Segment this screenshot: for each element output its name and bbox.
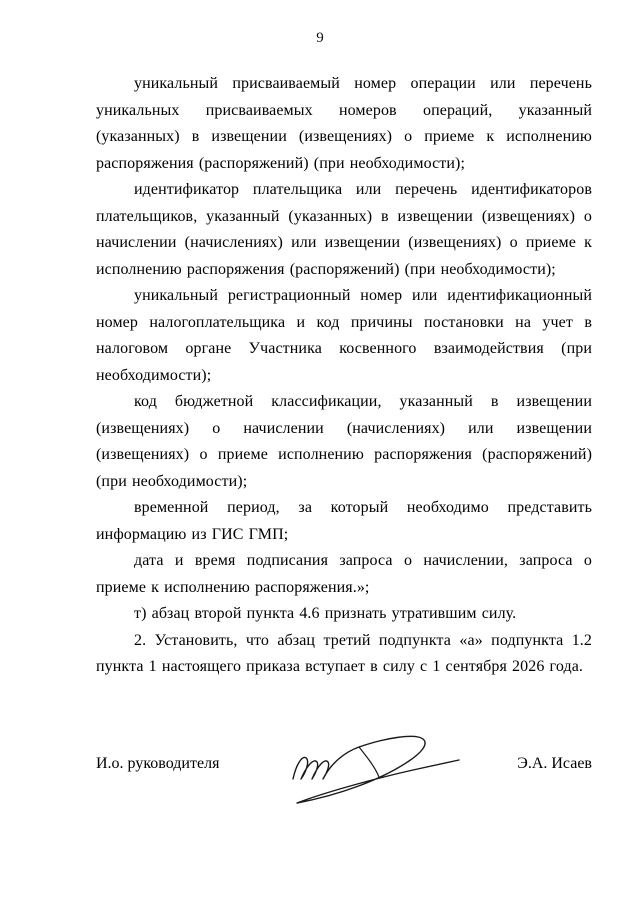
document-body <box>96 71 592 681</box>
body-paragraph: 2. Установить, что абзац третий подпункта «а» подпункта 1.2 пункта 1 настоящего приказа вступает в силу с 1 сентября 2026 года. <box>96 631 592 675</box>
body-paragraph: уникальный регистрационный номер или идентификационный номер налогоплательщика и код причины постановки на учет в налоговом органе Участника косвенного взаимодействия (при необходимости); <box>96 287 592 384</box>
body-paragraph: идентификатор плательщика или перечень идентификаторов плательщиков, указанный (указанных) в извещении (извещениях) о начислении (начислениях) или извещении (извещениях) о приеме к исполнению распоряжения (распоряжений) (при необходимости); <box>96 181 592 278</box>
body-paragraph: код бюджетной классификации, указанный в извещении (извещениях) о начислении (начислениях) или извещении (извещениях) о приеме исполнению распоряжения (распоряжений) (при необходимости); <box>96 393 592 490</box>
signature-image <box>263 733 473 811</box>
signature-block <box>96 725 592 803</box>
body-paragraph: временной период, за который необходимо представить информацию из ГИС ГМП; <box>96 499 592 543</box>
signer-title: И.о. руководителя <box>96 754 220 772</box>
body-paragraph: уникальный присваиваемый номер операции или перечень уникальных присваиваемых номеров операций, указанный (указанных) в извещении (извещениях) о приеме к исполнению распоряжения (распоряжений) (при необходимости); <box>96 75 592 172</box>
page-number: 9 <box>316 30 324 46</box>
body-paragraph: т) абзац второй пункта 4.6 признать утратившим силу. <box>134 605 517 622</box>
signer-name: Э.А. Исаев <box>517 754 592 772</box>
body-paragraph: дата и время подписания запроса о начислении, запроса о приеме к исполнению распоряжения.»; <box>96 552 592 596</box>
